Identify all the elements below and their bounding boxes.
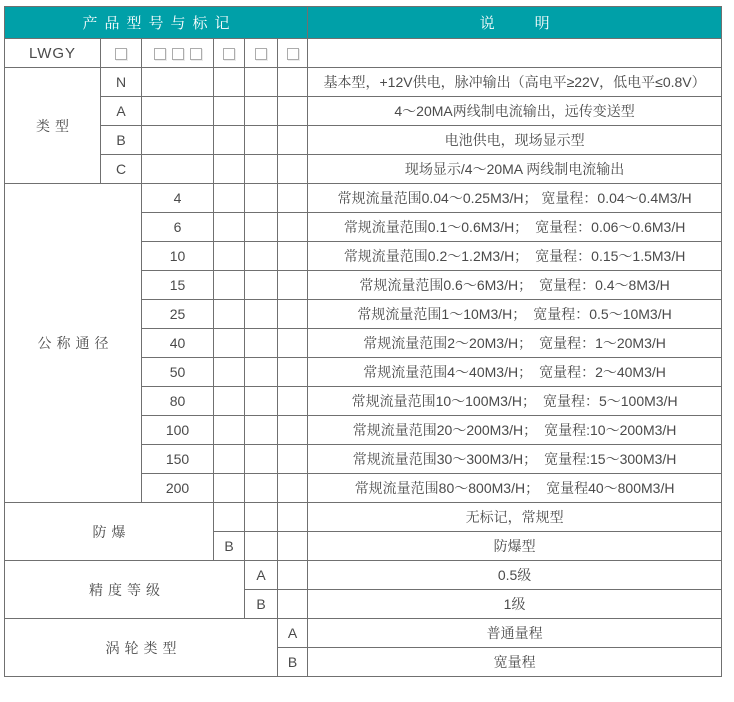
code-cell: [142, 358, 214, 387]
empty-cell: [214, 242, 245, 271]
model-placeholder-box: [190, 48, 202, 60]
desc-cell-text: 常规流量范围80～800M3/H； 宽量程40～800M3/H: [354, 480, 675, 496]
table-header-row: [5, 7, 722, 39]
model-placeholder-box: [223, 48, 235, 60]
product-model-spec-table: [4, 6, 722, 677]
code-cell: [142, 329, 214, 358]
empty-cell: [278, 126, 308, 155]
desc-cell: [308, 445, 722, 474]
code-cell-text: 80: [169, 393, 186, 409]
section-label-cell: [5, 619, 278, 677]
empty-cell: [142, 126, 214, 155]
empty-cell: [278, 68, 308, 97]
empty-cell: [278, 271, 308, 300]
desc-cell: [308, 242, 722, 271]
code-cell: [278, 648, 308, 677]
code-cell-text: B: [287, 654, 298, 670]
model-header-label: 产品型号与标记: [82, 15, 237, 32]
code-cell-text: 4: [173, 190, 182, 206]
empty-cell: [214, 213, 245, 242]
desc-cell-text: 宽量程: [493, 654, 536, 670]
model-box-cell-5: [278, 39, 308, 68]
spec-row: [5, 155, 722, 184]
empty-cell: [245, 126, 278, 155]
desc-cell: [308, 358, 722, 387]
empty-cell: [214, 155, 245, 184]
desc-cell-text: 常规流量范围20～200M3/H； 宽量程:10～200M3/H: [352, 422, 677, 438]
desc-cell: [308, 416, 722, 445]
desc-cell: [308, 300, 722, 329]
desc-cell: [308, 590, 722, 619]
empty-cell: [278, 503, 308, 532]
empty-cell: [214, 68, 245, 97]
section-label-cell: [5, 561, 245, 619]
code-cell-text: 15: [169, 277, 186, 293]
empty-cell: [245, 329, 278, 358]
desc-cell: [308, 387, 722, 416]
desc-cell: [308, 184, 722, 213]
code-cell: [214, 503, 245, 532]
empty-cell: [142, 155, 214, 184]
empty-cell: [245, 242, 278, 271]
code-cell-text: A: [116, 103, 126, 119]
empty-cell: [214, 329, 245, 358]
spec-row: [5, 184, 722, 213]
desc-cell-text: 常规流量范围4～40M3/H； 宽量程：2～40M3/H: [363, 364, 666, 380]
spec-row: [5, 619, 722, 648]
desc-cell: [308, 97, 722, 126]
code-cell-text: B: [256, 596, 266, 612]
empty-cell: [245, 474, 278, 503]
code-cell: [142, 387, 214, 416]
empty-cell: [278, 242, 308, 271]
empty-cell: [245, 358, 278, 387]
empty-cell: [214, 445, 245, 474]
section-label-cell-text: 涡轮类型: [105, 639, 182, 656]
empty-cell: [245, 300, 278, 329]
code-cell: [101, 68, 142, 97]
code-cell-text: 150: [165, 451, 190, 467]
spec-row: [5, 68, 722, 97]
model-box-cell-4: [245, 39, 278, 68]
desc-cell: [308, 126, 722, 155]
model-box-cell-2: [142, 39, 214, 68]
empty-cell: [245, 503, 278, 532]
code-cell: [142, 184, 214, 213]
empty-cell: [278, 358, 308, 387]
code-cell-text: 10: [169, 248, 186, 264]
code-cell-text: 25: [169, 306, 186, 322]
empty-cell: [214, 126, 245, 155]
desc-cell: [308, 532, 722, 561]
model-desc-cell: [308, 39, 722, 68]
empty-cell: [214, 358, 245, 387]
code-cell: [245, 561, 278, 590]
desc-cell: [308, 503, 722, 532]
empty-cell: [278, 474, 308, 503]
empty-cell: [278, 387, 308, 416]
empty-cell: [142, 97, 214, 126]
desc-cell-text: 常规流量范围0.04～0.25M3/H； 宽量程：0.04～0.4M3/H: [337, 190, 692, 206]
code-cell-text: 50: [169, 364, 186, 380]
empty-cell: [214, 271, 245, 300]
desc-cell-text: 常规流量范围10～100M3/H； 宽量程：5～100M3/H: [351, 393, 678, 409]
desc-cell-text: 电池供电，现场显示型: [444, 132, 585, 148]
desc-cell-text: 现场显示/4～20MA 两线制电流输出: [404, 161, 625, 177]
empty-cell: [214, 184, 245, 213]
desc-cell-text: 常规流量范围30～300M3/H； 宽量程:15～300M3/H: [352, 451, 677, 467]
desc-cell-text: 防爆型: [493, 538, 536, 554]
empty-cell: [278, 97, 308, 126]
empty-cell: [278, 213, 308, 242]
code-cell-text: C: [115, 161, 127, 177]
code-cell-text: A: [256, 567, 266, 583]
model-placeholder-box: [287, 48, 299, 60]
empty-cell: [278, 590, 308, 619]
model-box-cell-3: [214, 39, 245, 68]
code-cell: [142, 474, 214, 503]
empty-cell: [278, 300, 308, 329]
empty-cell: [142, 68, 214, 97]
code-cell: [101, 97, 142, 126]
section-label-cell-text: 精度等级: [89, 581, 165, 598]
empty-cell: [278, 416, 308, 445]
code-cell: [101, 155, 142, 184]
code-cell-text: 6: [173, 219, 182, 235]
desc-cell-text: 常规流量范围0.6～6M3/H； 宽量程：0.4～8M3/H: [359, 277, 670, 293]
model-code-row: [5, 39, 722, 68]
code-cell-text: A: [287, 625, 298, 641]
section-label-cell-text: 类型: [36, 117, 74, 134]
code-cell: [278, 619, 308, 648]
code-cell-text: 100: [165, 422, 190, 438]
model-prefix-cell-text: LWGY: [28, 44, 77, 62]
empty-cell: [214, 416, 245, 445]
desc-cell: [308, 155, 722, 184]
desc-cell: [308, 271, 722, 300]
empty-cell: [278, 561, 308, 590]
empty-cell: [245, 532, 278, 561]
desc-cell-text: 0.5级: [497, 567, 532, 583]
model-header-cell: [5, 7, 308, 39]
description-header-cell: [308, 7, 722, 39]
empty-cell: [214, 300, 245, 329]
empty-cell: [245, 445, 278, 474]
model-placeholder-box: [154, 48, 166, 60]
code-cell: [101, 126, 142, 155]
section-label-cell: [5, 184, 142, 503]
empty-cell: [214, 474, 245, 503]
empty-cell: [278, 445, 308, 474]
desc-cell: [308, 619, 722, 648]
code-cell: [142, 416, 214, 445]
code-cell-text: B: [224, 538, 234, 554]
empty-cell: [245, 184, 278, 213]
desc-cell: [308, 213, 722, 242]
spec-row: [5, 561, 722, 590]
empty-cell: [245, 97, 278, 126]
code-cell-text: B: [116, 132, 126, 148]
description-header-label: 说明: [479, 15, 590, 32]
desc-cell-text: 常规流量范围2～20M3/H； 宽量程：1～20M3/H: [363, 335, 666, 351]
section-label-cell-text: 防爆: [92, 523, 131, 540]
model-prefix-cell: [5, 39, 101, 68]
desc-cell-text: 1级: [503, 596, 526, 612]
code-cell-text: N: [115, 74, 127, 90]
empty-cell: [245, 213, 278, 242]
empty-cell: [278, 184, 308, 213]
desc-cell-text: 普通量程: [486, 625, 543, 641]
empty-cell: [278, 329, 308, 358]
model-placeholder-box: [172, 48, 184, 60]
code-cell: [142, 271, 214, 300]
empty-cell: [245, 155, 278, 184]
code-cell-text: 40: [169, 335, 186, 351]
model-placeholder-box: [255, 48, 267, 60]
desc-cell-text: 常规流量范围1～10M3/H； 宽量程：0.5～10M3/H: [357, 306, 672, 322]
code-cell: [245, 590, 278, 619]
section-label-cell-text: 公称通径: [37, 335, 114, 351]
empty-cell: [278, 155, 308, 184]
desc-cell: [308, 329, 722, 358]
empty-cell: [245, 271, 278, 300]
desc-cell: [308, 474, 722, 503]
spec-row: [5, 503, 722, 532]
code-cell: [142, 213, 214, 242]
code-cell: [214, 532, 245, 561]
code-cell: [142, 300, 214, 329]
empty-cell: [214, 97, 245, 126]
section-label-cell: [5, 68, 101, 184]
empty-cell: [245, 387, 278, 416]
code-cell-text: 200: [165, 480, 190, 496]
empty-cell: [214, 387, 245, 416]
model-box-cell-1: [101, 39, 142, 68]
code-cell: [142, 445, 214, 474]
code-cell: [142, 242, 214, 271]
empty-cell: [245, 68, 278, 97]
desc-cell-text: 无标记，常规型: [465, 509, 564, 525]
desc-cell-text: 4～20MA两线制电流输出，远传变送型: [394, 103, 635, 119]
spec-row: [5, 126, 722, 155]
spec-row: [5, 97, 722, 126]
desc-cell: [308, 68, 722, 97]
desc-cell-text: 常规流量范围0.1～0.6M3/H； 宽量程：0.06～0.6M3/H: [343, 219, 686, 235]
empty-cell: [245, 416, 278, 445]
empty-cell: [278, 532, 308, 561]
desc-cell-text: 基本型，+12V供电，脉冲输出（高电平≥22V，低电平≤0.8V）: [323, 74, 706, 90]
desc-cell: [308, 648, 722, 677]
desc-cell-text: 常规流量范围0.2～1.2M3/H； 宽量程：0.15～1.5M3/H: [343, 248, 686, 264]
desc-cell: [308, 561, 722, 590]
section-label-cell: [5, 503, 214, 561]
model-placeholder-box: [115, 48, 127, 60]
